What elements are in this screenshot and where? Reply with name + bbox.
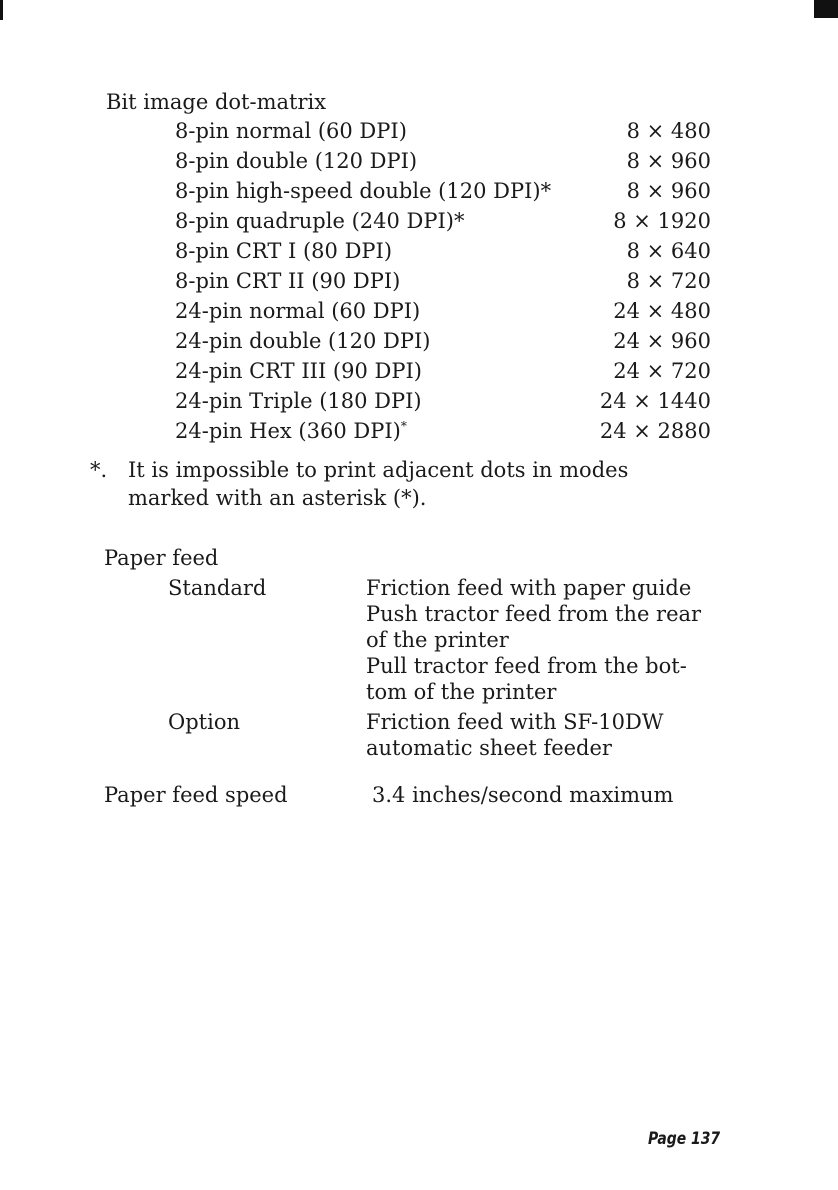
mode-value: 8 × 960 bbox=[626, 179, 711, 203]
scan-edge-mark-right bbox=[814, 0, 838, 18]
footnote-line: marked with an asterisk (*). bbox=[128, 486, 427, 510]
mode-name bbox=[175, 416, 407, 446]
mode-name: 24-pin Triple (180 DPI) bbox=[175, 389, 422, 413]
mode-name: 8-pin CRT II (90 DPI) bbox=[175, 269, 401, 293]
mode-name: 8-pin normal (60 DPI) bbox=[175, 119, 407, 143]
option-label: Option bbox=[168, 710, 240, 734]
mode-value: 8 × 480 bbox=[626, 119, 711, 143]
mode-row bbox=[175, 146, 711, 176]
mode-value: 24 × 960 bbox=[613, 329, 711, 353]
standard-description bbox=[366, 575, 716, 705]
mode-value: 24 × 1440 bbox=[599, 389, 711, 413]
description-line: automatic sheet feeder bbox=[366, 736, 612, 760]
mode-row bbox=[175, 236, 711, 266]
asterisk-superscript: * bbox=[400, 419, 407, 433]
page-number: Page 137 bbox=[648, 1129, 721, 1149]
paper-feed-speed-label: Paper feed speed bbox=[104, 783, 288, 807]
paper-feed-heading: Paper feed bbox=[104, 546, 219, 570]
mode-name-text: 24-pin Hex (360 DPI) bbox=[175, 419, 401, 443]
option-description bbox=[366, 709, 716, 761]
mode-row bbox=[175, 416, 711, 446]
mode-value: 24 × 720 bbox=[613, 359, 711, 383]
scan-edge-mark-left bbox=[0, 0, 3, 20]
description-line: Pull tractor feed from the bot- bbox=[366, 654, 687, 678]
mode-name: 24-pin normal (60 DPI) bbox=[175, 299, 421, 323]
mode-name: 24-pin CRT III (90 DPI) bbox=[175, 359, 422, 383]
description-line: tom of the printer bbox=[366, 680, 557, 704]
footnote-text bbox=[128, 456, 688, 512]
mode-row bbox=[175, 176, 711, 206]
mode-row bbox=[175, 266, 711, 296]
mode-value: 8 × 960 bbox=[626, 149, 711, 173]
footnote-marker: *. bbox=[90, 458, 108, 482]
footnote-line: It is impossible to print adjacent dots in modes bbox=[128, 458, 629, 482]
bit-image-heading: Bit image dot-matrix bbox=[106, 90, 327, 114]
mode-name: 24-pin double (120 DPI) bbox=[175, 329, 431, 353]
mode-row bbox=[175, 206, 711, 236]
description-line: of the printer bbox=[366, 628, 509, 652]
mode-row bbox=[175, 386, 711, 416]
description-line: Push tractor feed from the rear bbox=[366, 602, 702, 626]
description-line: Friction feed with paper guide bbox=[366, 576, 692, 600]
mode-value: 8 × 1920 bbox=[613, 209, 711, 233]
mode-row bbox=[175, 356, 711, 386]
mode-name: 8-pin high-speed double (120 DPI)* bbox=[175, 179, 552, 203]
standard-label: Standard bbox=[168, 576, 267, 600]
mode-row bbox=[175, 116, 711, 146]
mode-value: 8 × 640 bbox=[626, 239, 711, 263]
paper-feed-speed-value: 3.4 inches/second maximum bbox=[372, 783, 674, 807]
mode-name: 8-pin quadruple (240 DPI)* bbox=[175, 209, 465, 233]
mode-value: 8 × 720 bbox=[626, 269, 711, 293]
description-line: Friction feed with SF-10DW bbox=[366, 710, 664, 734]
mode-name: 8-pin double (120 DPI) bbox=[175, 149, 418, 173]
mode-value: 24 × 480 bbox=[613, 299, 711, 323]
mode-row bbox=[175, 326, 711, 356]
mode-value: 24 × 2880 bbox=[599, 419, 711, 443]
mode-name: 8-pin CRT I (80 DPI) bbox=[175, 239, 393, 263]
mode-row bbox=[175, 296, 711, 326]
